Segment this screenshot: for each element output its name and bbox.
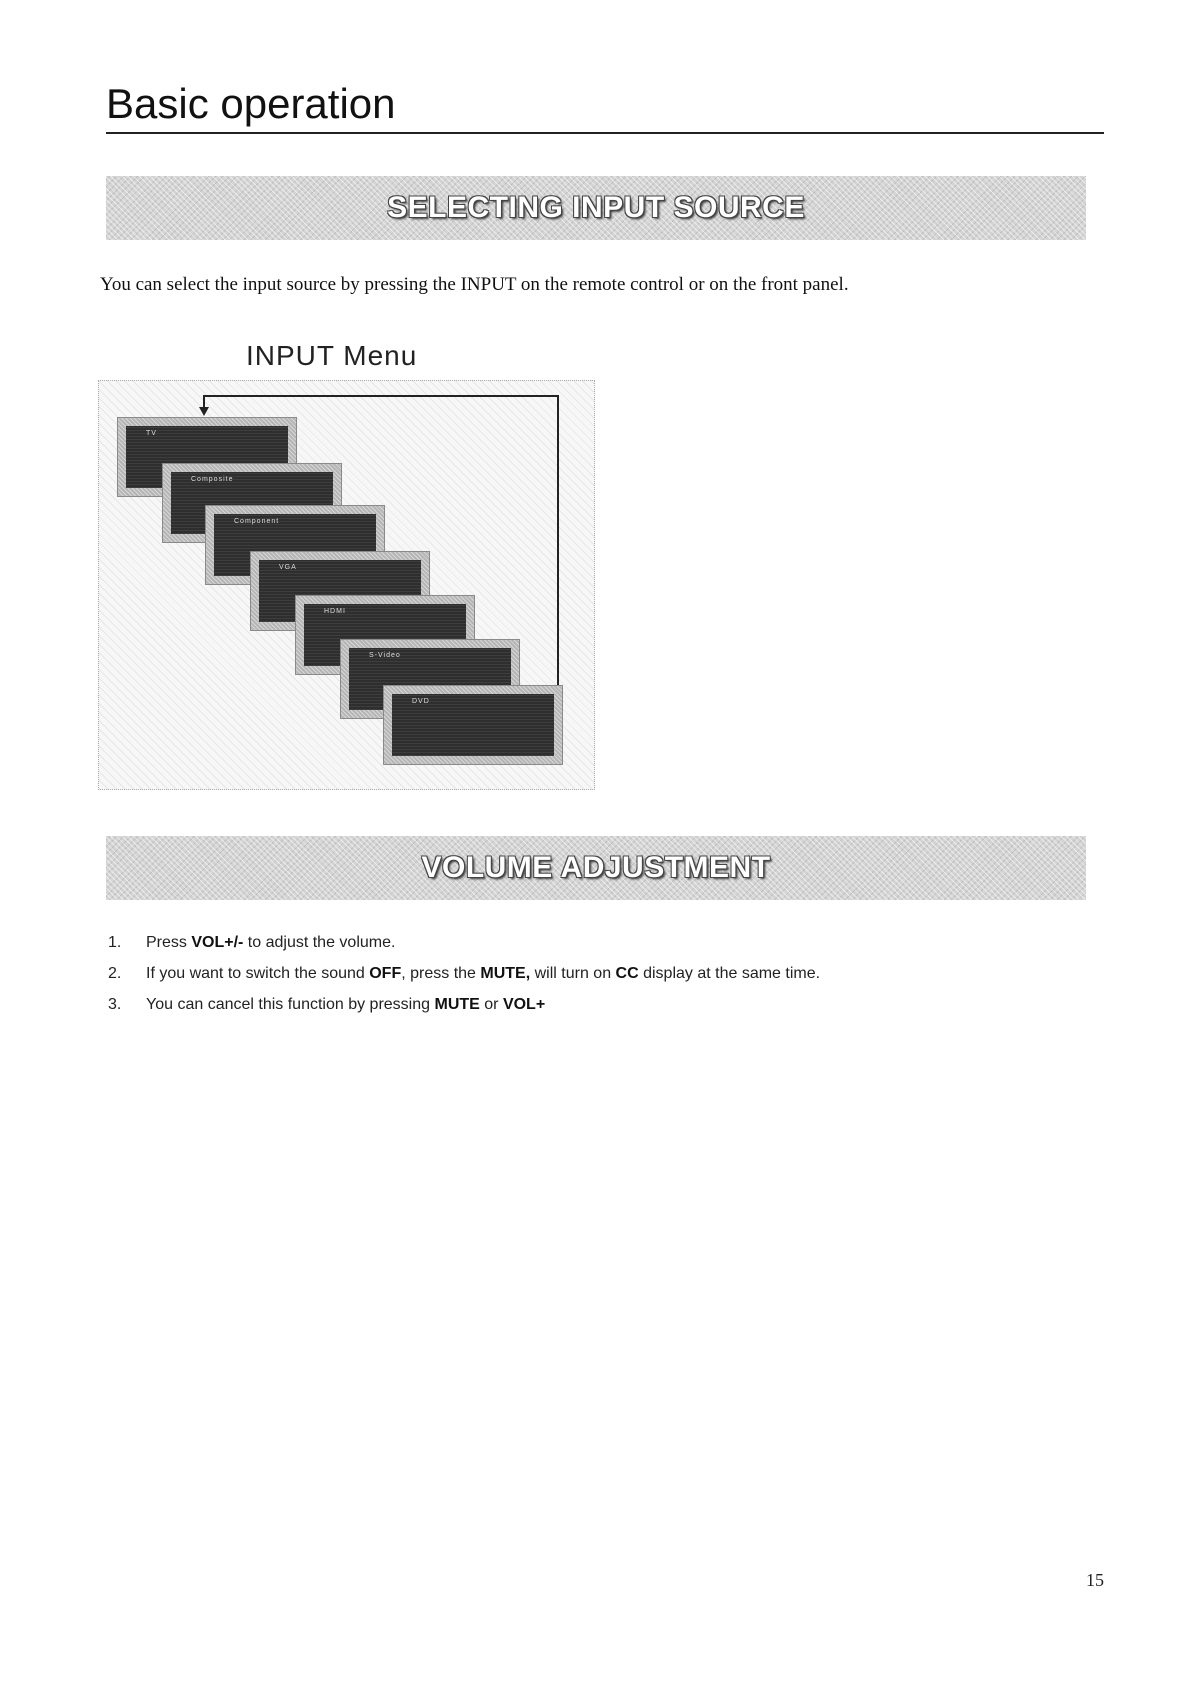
section-banner-label: SELECTING INPUT SOURCE [387,191,805,224]
menu-card-label: VGA [279,564,297,571]
step-key: VOL+/- [191,934,244,951]
step-key: OFF [369,965,402,982]
input-menu-diagram [98,380,595,790]
menu-card-label: DVD [412,698,430,705]
menu-card-label: TV [146,430,157,437]
title-rule [106,132,1104,134]
step-key: MUTE [434,996,480,1013]
step-text: will turn on [530,965,616,982]
arrow-down-icon [199,407,209,416]
list-item [108,996,820,1027]
menu-card-label: S-Video [369,652,401,659]
step-text: to adjust the volume. [243,934,396,951]
menu-card-label: HDMI [324,608,346,615]
step-number: 3. [108,996,122,1013]
menu-card-label: Component [234,518,280,525]
list-item [108,965,820,996]
step-key: VOL+ [502,996,546,1013]
step-text: Press [146,934,192,951]
input-menu-heading: INPUT Menu [246,340,418,371]
menu-card-dvd [383,685,563,765]
section-banner-input-source [106,176,1086,240]
step-key: CC [615,965,639,982]
step-text: If you want to switch the sound [146,965,370,982]
section-banner-label: VOLUME ADJUSTMENT [421,851,771,884]
list-item [108,934,820,965]
step-text: You can cancel this function by pressing [146,996,435,1013]
menu-card-label: Composite [191,476,234,483]
volume-steps-list [108,934,820,1027]
intro-text: You can select the input source by pressing the INPUT on the remote control or on the front panel. [100,274,849,295]
step-text: or [479,996,503,1013]
loop-line-top [203,395,559,397]
step-text: , press the [401,965,481,982]
step-number: 2. [108,965,122,982]
loop-line-right [557,395,559,690]
step-key: MUTE, [480,965,531,982]
step-number: 1. [108,934,122,951]
step-text: display at the same time. [638,965,821,982]
page-number: 15 [1086,1570,1104,1590]
section-banner-volume [106,836,1086,900]
page-title: Basic operation [106,80,396,127]
